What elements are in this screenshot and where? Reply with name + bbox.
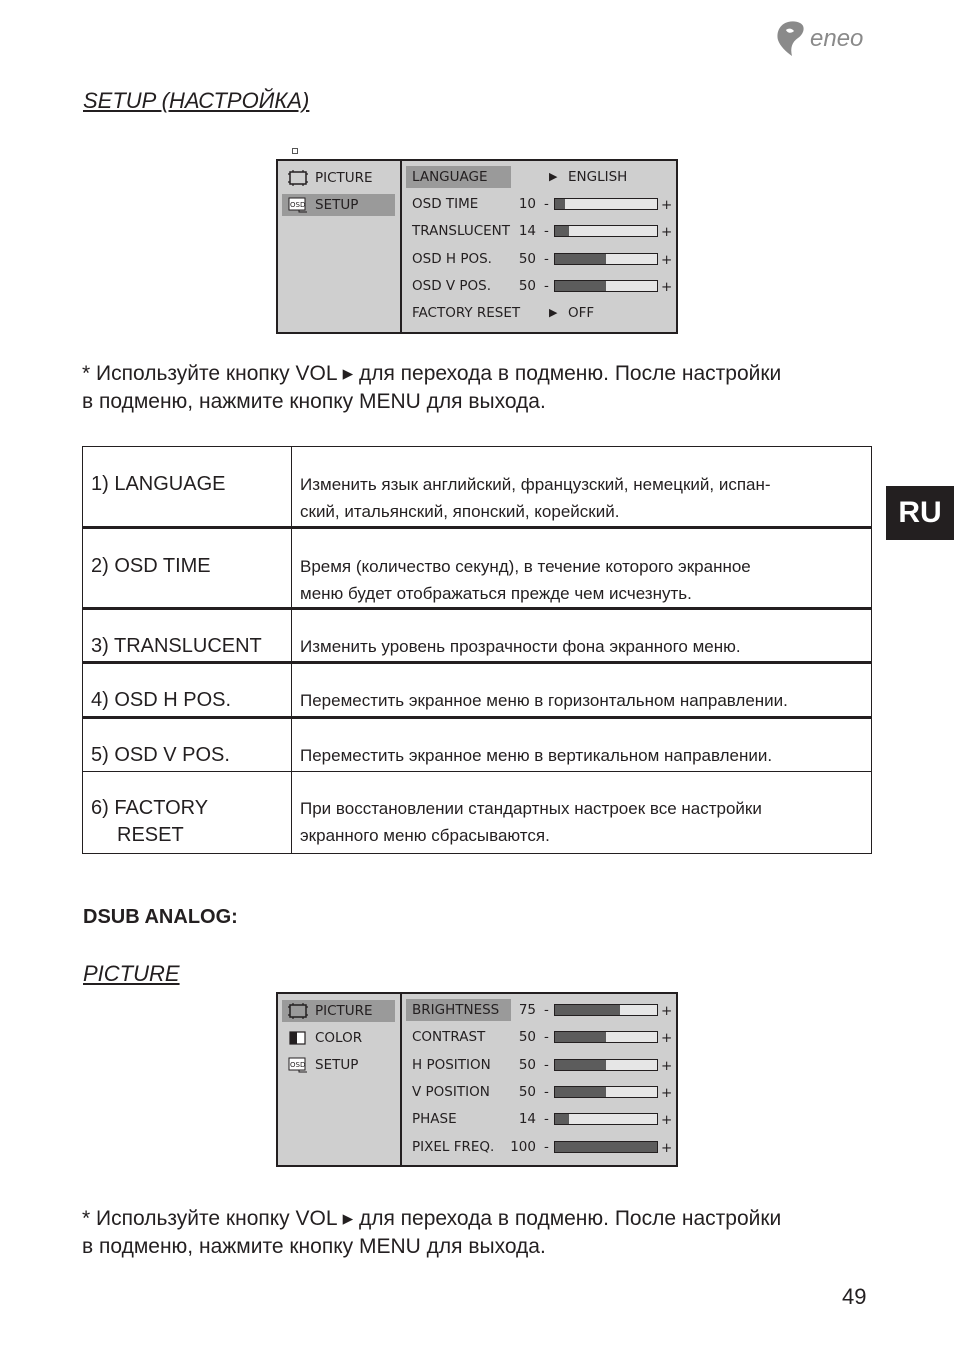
desc-line: Изменить уровень прозрачности фона экранного меню. <box>300 637 741 656</box>
osd-row-value: 14 <box>518 1111 536 1127</box>
osd-row-label: LANGUAGE <box>406 166 511 188</box>
play-arrow-icon: ▶ <box>549 170 558 183</box>
table-row <box>83 528 872 609</box>
table-row <box>83 663 872 718</box>
osd-row-label: H POSITION <box>412 1057 491 1073</box>
plus-sign: + <box>661 279 673 295</box>
slider-bar[interactable] <box>554 1059 658 1071</box>
desc-line: При восстановлении стандартных настроек все настройки <box>300 799 762 818</box>
table-cell-item <box>83 718 292 772</box>
note-line: в подменю, нажмите кнопку MENU для выхода. <box>82 390 546 413</box>
subsection-title-picture: PICTURE <box>83 961 180 986</box>
osd-row-label: TRANSLUCENT <box>412 223 511 239</box>
plus-sign: + <box>661 252 673 268</box>
desc-line: Переместить экранное меню в горизонтальном направлении. <box>300 691 788 710</box>
slider-fill <box>555 1114 569 1124</box>
osd-nav-label: SETUP <box>315 1057 359 1073</box>
osd-row-value: 50 <box>518 278 536 294</box>
osd-picture-menu <box>276 992 678 1167</box>
section-title-setup: SETUP (НАСТРОЙКА) <box>83 88 310 113</box>
plus-sign: + <box>661 1112 673 1128</box>
note-line: * Используйте кнопку VOL ▸ для перехода в подменю. После настройки <box>82 362 782 385</box>
plus-sign: + <box>661 1058 673 1074</box>
logo-text: eneo <box>810 25 864 52</box>
osd-row-label: BRIGHTNESS <box>406 999 511 1021</box>
eneo-logo-icon <box>774 18 884 58</box>
table-cell-item <box>83 663 292 718</box>
plus-sign: + <box>661 1085 673 1101</box>
slider-bar[interactable] <box>554 1141 658 1153</box>
osd-row-option: ENGLISH <box>568 169 628 185</box>
osd-nav-label: SETUP <box>315 197 359 213</box>
table-cell-desc <box>292 609 872 663</box>
slider-fill <box>555 199 565 209</box>
color-icon <box>287 1030 309 1046</box>
item-label: 1) LANGUAGE <box>91 473 226 495</box>
osd-row-label: PHASE <box>412 1111 457 1127</box>
plus-sign: + <box>661 224 673 240</box>
osd-row-label: CONTRAST <box>412 1029 486 1045</box>
osd-row-contrast[interactable] <box>402 1026 674 1048</box>
desc-line: Изменить язык английский, французский, немецкий, испан- <box>300 475 771 494</box>
osd-nav-setup[interactable] <box>282 1054 395 1076</box>
osd-row-value: 14 <box>518 223 536 239</box>
slider-fill <box>555 226 569 236</box>
plus-sign: + <box>661 197 673 213</box>
slider-bar[interactable] <box>554 198 658 210</box>
desc-line: экранного меню сбрасываются. <box>300 826 550 845</box>
osd-row-label: PIXEL FREQ. <box>412 1139 495 1155</box>
osd-row-osd-time[interactable] <box>402 193 674 215</box>
osd-setup-menu <box>276 159 678 334</box>
osd-row-value: 50 <box>518 1029 536 1045</box>
slider-bar[interactable] <box>554 1086 658 1098</box>
slider-bar[interactable] <box>554 280 658 292</box>
osd-nav-label: COLOR <box>315 1030 363 1046</box>
item-label: 6) FACTORY <box>91 797 209 819</box>
osd-row-label: OSD TIME <box>412 196 479 212</box>
osd-row-language[interactable] <box>402 166 674 188</box>
osd-row-osd-v-pos[interactable] <box>402 275 674 297</box>
osd-row-osd-h-pos[interactable] <box>402 248 674 270</box>
page-number: 49 <box>842 1284 867 1309</box>
slider-bar[interactable] <box>554 1004 658 1016</box>
minus-sign: - <box>544 1057 549 1073</box>
picture-icon <box>287 1003 309 1019</box>
settings-description-table <box>82 446 872 854</box>
item-label: 2) OSD TIME <box>91 555 211 577</box>
table-cell-item <box>83 772 292 854</box>
slider-bar[interactable] <box>554 1113 658 1125</box>
item-label-continued: RESET <box>117 824 184 846</box>
osd-row-label: FACTORY RESET <box>412 305 521 321</box>
slider-fill <box>555 1032 606 1042</box>
minus-sign: - <box>544 1139 549 1155</box>
osd-nav-label: PICTURE <box>315 170 373 186</box>
item-label: 4) OSD H POS. <box>91 689 232 711</box>
table-cell-item <box>83 447 292 528</box>
table-cell-item <box>83 528 292 609</box>
osd-row-value: 50 <box>518 1057 536 1073</box>
table-cell-desc <box>292 447 872 528</box>
osd-row-option: OFF <box>568 305 595 321</box>
section-title-dsub: DSUB ANALOG: <box>83 906 238 928</box>
osd-nav-label: PICTURE <box>315 1003 373 1019</box>
minus-sign: - <box>544 251 549 267</box>
slider-fill <box>555 281 606 291</box>
osd-nav-panel <box>278 161 402 332</box>
osd-icon <box>287 197 309 213</box>
osd-row-label: V POSITION <box>412 1084 490 1100</box>
osd-row-phase[interactable] <box>402 1108 674 1130</box>
slider-fill <box>555 1005 620 1015</box>
item-label: 3) TRANSLUCENT <box>91 635 262 657</box>
note-line: * Используйте кнопку VOL ▸ для перехода в подменю. После настройки <box>82 1207 782 1230</box>
desc-line: меню будет отображаться прежде чем исчезнуть. <box>300 584 692 603</box>
minus-sign: - <box>544 1084 549 1100</box>
picture-icon <box>287 170 309 186</box>
minus-sign: - <box>544 1002 549 1018</box>
minus-sign: - <box>544 278 549 294</box>
eneo-logo <box>774 18 884 58</box>
slider-fill <box>555 254 606 264</box>
table-cell-desc <box>292 718 872 772</box>
osd-row-label: OSD H POS. <box>412 251 492 267</box>
slider-bar[interactable] <box>554 253 658 265</box>
svg-text:OSD: OSD <box>290 201 306 209</box>
play-arrow-icon: ▶ <box>549 306 558 319</box>
table-cell-item <box>83 609 292 663</box>
desc-line: Переместить экранное меню в вертикальном направлении. <box>300 746 773 765</box>
slider-bar[interactable] <box>554 1031 658 1043</box>
osd-row-brightness[interactable] <box>402 999 674 1021</box>
osd-nav-panel <box>278 994 402 1165</box>
language-tab-ru: RU <box>886 486 954 540</box>
desc-line: ский, итальянский, японский, корейский. <box>300 502 620 521</box>
osd-nav-color[interactable] <box>282 1027 395 1049</box>
osd-row-value: 100 <box>510 1139 536 1155</box>
plus-sign: + <box>661 1003 673 1019</box>
table-row <box>83 718 872 772</box>
osd-row-h-position[interactable] <box>402 1054 674 1076</box>
table-row <box>83 609 872 663</box>
desc-line: Время (количество секунд), в течение которого экранное <box>300 557 751 576</box>
note-line: в подменю, нажмите кнопку MENU для выхода. <box>82 1235 546 1258</box>
osd-nav-picture[interactable] <box>282 167 395 189</box>
osd-nav-picture[interactable] <box>282 1000 395 1022</box>
osd-nav-setup[interactable] <box>282 194 395 216</box>
osd-row-factory-reset[interactable] <box>402 302 674 324</box>
osd-icon <box>287 1057 309 1073</box>
minus-sign: - <box>544 223 549 239</box>
osd-row-value: 75 <box>518 1002 536 1018</box>
table-row <box>83 772 872 854</box>
slider-fill <box>555 1087 606 1097</box>
table-cell-desc <box>292 772 872 854</box>
osd-row-translucent[interactable] <box>402 220 674 242</box>
svg-text:OSD: OSD <box>290 1061 306 1069</box>
osd-row-pixel-freq[interactable] <box>402 1136 674 1158</box>
osd-row-value: 50 <box>518 1084 536 1100</box>
minus-sign: - <box>544 1111 549 1127</box>
plus-sign: + <box>661 1140 673 1156</box>
minus-sign: - <box>544 196 549 212</box>
slider-bar[interactable] <box>554 225 658 237</box>
item-label: 5) OSD V POS. <box>91 744 230 766</box>
table-cell-desc <box>292 528 872 609</box>
slider-fill <box>555 1060 606 1070</box>
plus-sign: + <box>661 1030 673 1046</box>
osd-row-value: 50 <box>518 251 536 267</box>
instruction-note <box>82 360 882 416</box>
osd-row-value: 10 <box>518 196 536 212</box>
table-cell-desc <box>292 663 872 718</box>
osd-row-v-position[interactable] <box>402 1081 674 1103</box>
small-marker <box>292 148 298 154</box>
slider-fill <box>555 1142 657 1152</box>
minus-sign: - <box>544 1029 549 1045</box>
osd-row-label: OSD V POS. <box>412 278 492 294</box>
instruction-note <box>82 1205 882 1261</box>
table-row <box>83 447 872 528</box>
